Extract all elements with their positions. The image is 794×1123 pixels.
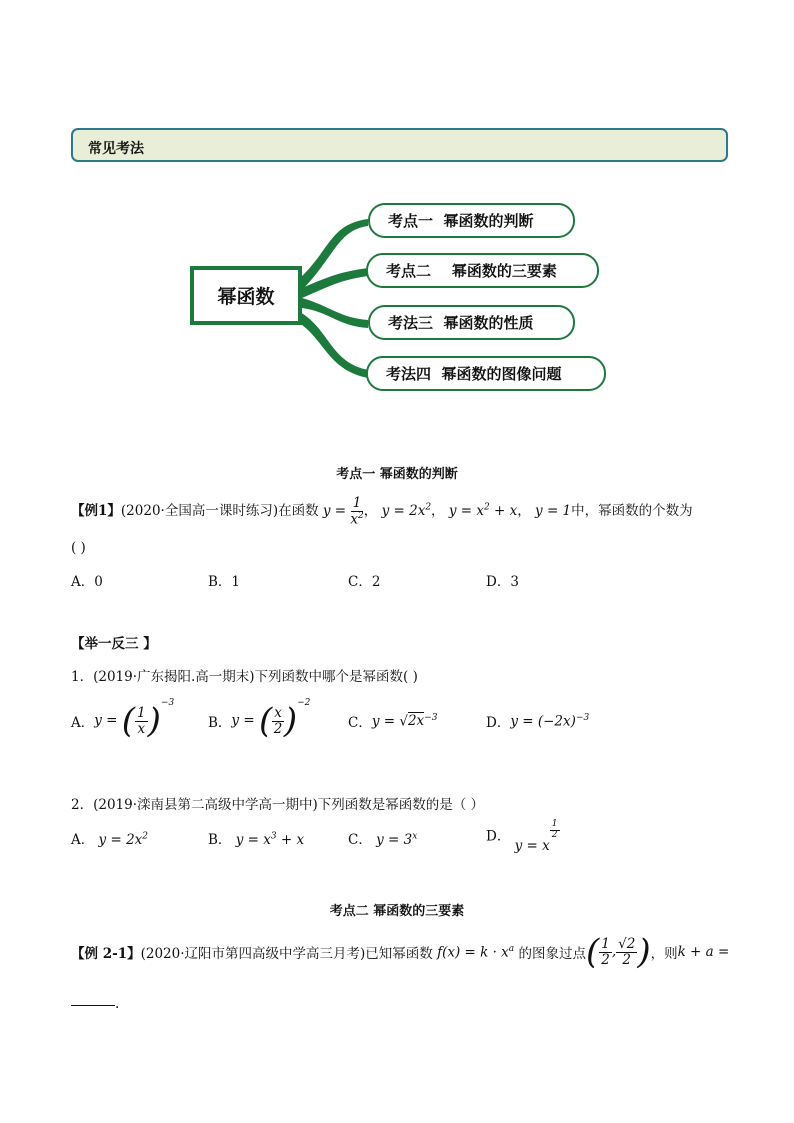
formula-y-x2-plus-x: $y = x^2 + x$ xyxy=(448,502,518,520)
formula-fx-k-x-a: $f(x) = k \cdot x^a$ xyxy=(432,943,515,961)
q1-option-c-formula: $y = √2x^{-3}$ xyxy=(371,712,438,730)
topic2-heading: 考点二 幂函数的三要素 xyxy=(329,904,465,919)
q2-option-c-formula: $y = 3^x$ xyxy=(376,831,418,848)
q2-option-b-label: B． xyxy=(208,832,232,848)
example1-paren: ( ) xyxy=(71,540,86,556)
example2-text: (2020·辽阳市第四高级中学高三月考)已知幂函数 xyxy=(140,946,433,962)
q1-option-d xyxy=(486,700,589,742)
example1-option-c: C．2 xyxy=(348,574,381,590)
example2-end: . xyxy=(115,996,120,1012)
mindmap-center: 幂函数 xyxy=(190,266,302,325)
example1-option-b: B．1 xyxy=(208,574,241,590)
formula-y-1-over-x2: y = $\frac{1}{x^2}$ xyxy=(322,495,364,528)
q2-option-d-label: D． xyxy=(486,828,511,845)
q2-option-c xyxy=(348,828,417,848)
formula-k-plus-a: k + a = xyxy=(677,944,730,960)
mindmap-branch-2: 考点二 幂函数的三要素 xyxy=(366,253,599,288)
formula-y-2x2: $y = 2x^2$ xyxy=(381,502,432,520)
mindmap-branch-1: 考点一 幂函数的判断 xyxy=(368,203,575,238)
q1-option-a-formula: y = ( $\frac{1}{x}$ )$^{-3}$ xyxy=(94,698,175,741)
mindmap-branch-3: 考法三 幂函数的性质 xyxy=(368,305,575,340)
section-title: 常见考法 xyxy=(88,141,144,157)
q1-option-c-label: C． xyxy=(348,715,372,731)
answer-blank xyxy=(71,1005,115,1006)
q2-text: 2．(2019·滦南县第二高级中学高一期中)下列函数是幂函数的是（ ） xyxy=(71,797,485,813)
example2-label: 【例 2-1】 xyxy=(71,946,141,962)
q1-option-a xyxy=(71,700,174,742)
q2-option-c-label: C． xyxy=(348,832,372,848)
example2-line xyxy=(71,932,729,972)
example1-line: 【例1】(2020·全国高一课时练习)在函数 y = $\frac{1}{x^2}$ ， $y = 2x^2$， $y = x^2 + x$， y = 1中，幂函数的个数为 xyxy=(71,495,693,528)
q1-option-a-label: A． xyxy=(71,715,95,731)
example1-label: 【例1】 xyxy=(71,503,121,520)
q1-option-b xyxy=(208,700,310,742)
q1-option-b-formula: y = ( $\frac{x}{2}$ )$^{-2}$ xyxy=(231,698,311,741)
example1-tail: 中，幂函数的个数为 xyxy=(571,503,693,520)
mindmap-branch-4: 考法四 幂函数的图像问题 xyxy=(366,356,606,391)
q1-option-d-label: D． xyxy=(486,715,511,731)
q2-option-d xyxy=(486,819,560,855)
q1-option-c xyxy=(348,700,437,742)
topic1-heading: 考点一 幂函数的判断 xyxy=(336,467,458,482)
formula-y-1: y = 1 xyxy=(535,503,572,520)
example2-tail: ，则 xyxy=(650,946,678,962)
q2-option-d-formula: y = x $^{\frac{1}{2}}$ xyxy=(514,819,558,855)
example1-option-d: D．3 xyxy=(486,574,519,590)
example2-mid: 的图象过点 xyxy=(518,946,586,962)
q2-option-b-formula: $y = x^3 + x$ xyxy=(235,831,305,848)
practice-label: 【举一反三 】 xyxy=(71,636,157,652)
q2-option-a xyxy=(71,828,148,848)
example1-source: (2020·全国高一课时练习)在函数 xyxy=(120,503,319,520)
q2-option-a-formula: $y = 2x^2$ xyxy=(98,831,149,848)
q1-option-b-label: B． xyxy=(208,715,232,731)
q1-option-d-formula: $y = (-2x)^{-3}$ xyxy=(510,712,590,730)
formula-point: ( $\frac{1}{2}$ , $\frac{√2}{2}$ ) xyxy=(585,932,651,972)
example1-option-a: A．0 xyxy=(71,574,103,590)
q1-text: 1．(2019·广东揭阳.高一期末)下列函数中哪个是幂函数( ) xyxy=(71,669,418,685)
q2-option-a-label: A． xyxy=(71,832,95,848)
q2-option-b xyxy=(208,828,304,848)
